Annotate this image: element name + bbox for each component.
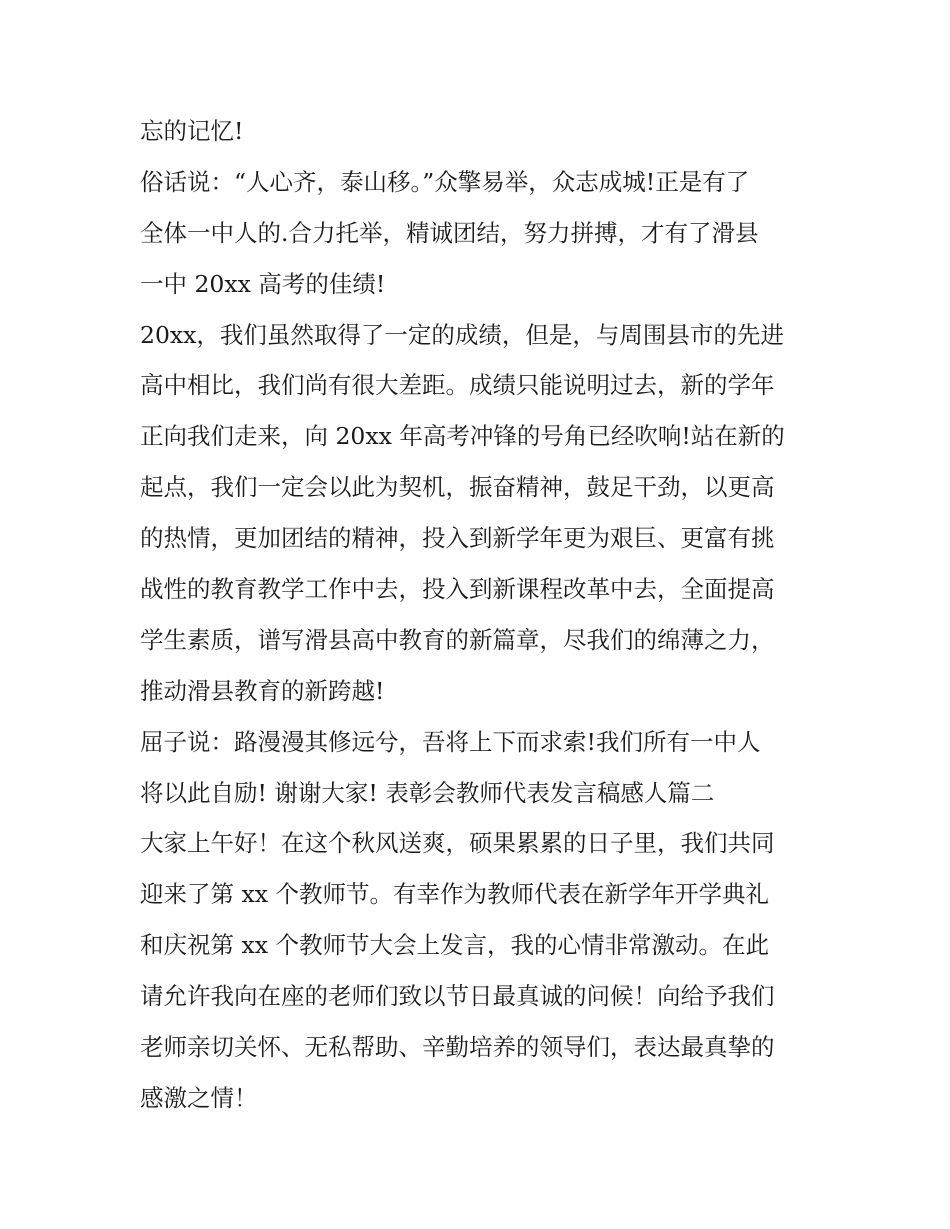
text-line: 战性的教育教学工作中去，投入到新课程改革中去，全面提高 — [140, 575, 775, 604]
text-line: 和庆祝第 xx 个教师节大会上发言，我的心情非常激动。在此 — [140, 931, 769, 960]
text-line: 推动滑县教育的新跨越! — [140, 676, 385, 705]
text-line: 大家上午好！在这个秋风送爽，硕果累累的日子里，我们共同 — [140, 829, 775, 858]
text-line: 全体一中人的.合力托举，精诚团结，努力拼搏，才有了滑县 — [140, 218, 759, 247]
text-line: 俗话说：“人心齐，泰山移。”众擎易举，众志成城!正是有了 — [140, 167, 750, 196]
text-line: 感激之情！ — [140, 1083, 258, 1112]
text-line: 起点，我们一定会以此为契机，振奋精神，鼓足干劲，以更高 — [140, 473, 775, 502]
text-line: 请允许我向在座的老师们致以节日最真诚的问候！向给予我们 — [140, 982, 775, 1011]
text-line: 迎来了第 xx 个教师节。有幸作为教师代表在新学年开学典礼 — [140, 880, 769, 909]
text-line: 正向我们走来，向 20xx 年高考冲锋的号角已经吹响!站在新的 — [140, 422, 785, 451]
text-line: 20xx，我们虽然取得了一定的成绩，但是，与周围县市的先进 — [140, 320, 784, 349]
text-line: 将以此自励! 谢谢大家! 表彰会教师代表发言稿感人篇二 — [140, 778, 715, 807]
text-line: 屈子说：路漫漫其修远兮，吾将上下而求索!我们所有一中人 — [140, 727, 761, 756]
text-line: 的热情，更加团结的精神，投入到新学年更为艰巨、更富有挑 — [140, 524, 775, 553]
body-text — [140, 106, 840, 1124]
text-line: 学生素质，谱写滑县高中教育的新篇章，尽我们的绵薄之力， — [140, 625, 775, 654]
text-line: 老师亲切关怀、无私帮助、辛勤培养的领导们，表达最真挚的 — [140, 1033, 775, 1062]
text-line: 高中相比，我们尚有很大差距。成绩只能说明过去，新的学年 — [140, 371, 775, 400]
text-line: 忘的记忆! — [140, 117, 244, 145]
text-line: 一中 20xx 高考的佳绩! — [140, 269, 386, 298]
